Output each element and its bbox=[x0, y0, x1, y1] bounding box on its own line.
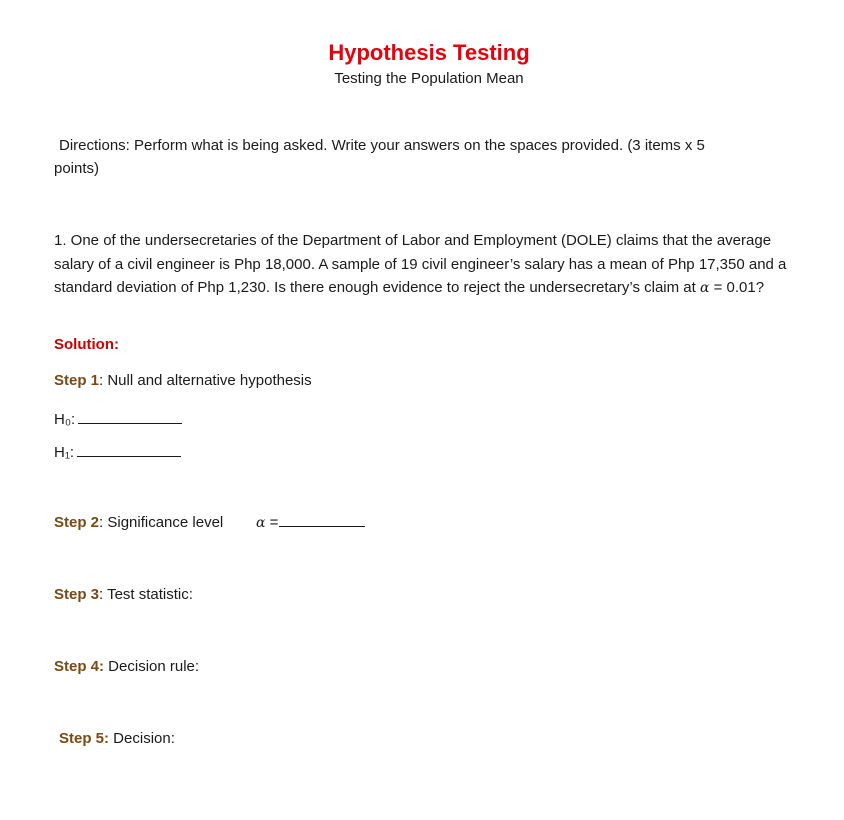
null-hypothesis bbox=[54, 411, 182, 428]
page-subtitle: Testing the Population Mean bbox=[334, 70, 524, 87]
step-1-label: Step 1 bbox=[54, 372, 100, 389]
step-3 bbox=[54, 586, 193, 603]
page-title: Hypothesis Testing bbox=[328, 40, 530, 65]
step-2-equals: = bbox=[269, 514, 279, 531]
alternative-hypothesis bbox=[54, 444, 181, 461]
step-5 bbox=[59, 730, 175, 747]
h1-answer-blank[interactable] bbox=[77, 455, 181, 457]
alpha-symbol: α bbox=[699, 280, 710, 296]
step-2-alpha bbox=[256, 514, 365, 531]
alpha-value: = 0.01? bbox=[713, 279, 765, 296]
problem-text: 1. One of the undersecretaries of the Department of Labor and Employment (DOLE) claims that the average salary of a civil engineer is Php 18,000. A sample of 19 civil engineer’s salary has a mean of Php 17,350 and a standard deviation of Php 1,230. Is there enough evidence to reject the undersecretary’s claim at bbox=[54, 232, 787, 296]
h1-label: H₁: bbox=[54, 444, 75, 461]
h0-answer-blank[interactable] bbox=[78, 422, 182, 424]
step-4 bbox=[54, 658, 199, 675]
step-2-label: Step 2 bbox=[54, 514, 100, 531]
step-5-text: Decision: bbox=[109, 730, 175, 747]
step-2 bbox=[54, 514, 223, 531]
alpha-answer-blank[interactable] bbox=[279, 525, 365, 527]
step-5-label: Step 5: bbox=[59, 730, 110, 747]
step-3-label: Step 3 bbox=[54, 586, 100, 603]
step-2-text: : Significance level bbox=[99, 514, 224, 531]
step-3-text: : Test statistic: bbox=[99, 586, 193, 603]
problem-1 bbox=[54, 229, 804, 301]
step-4-text: Decision rule: bbox=[104, 658, 200, 675]
step-4-label: Step 4: bbox=[54, 658, 105, 675]
directions-line-2: points) bbox=[54, 160, 100, 177]
step-1 bbox=[54, 372, 312, 389]
directions bbox=[54, 134, 774, 180]
step-1-text: : Null and alternative hypothesis bbox=[99, 372, 312, 389]
solution-label: Solution: bbox=[54, 336, 119, 353]
directions-line-1: Directions: Perform what is being asked. Write your answers on the spaces provided. (3 items x 5 bbox=[59, 137, 705, 154]
h0-label: H₀: bbox=[54, 411, 76, 428]
step-2-alpha-symbol: α bbox=[256, 515, 266, 531]
